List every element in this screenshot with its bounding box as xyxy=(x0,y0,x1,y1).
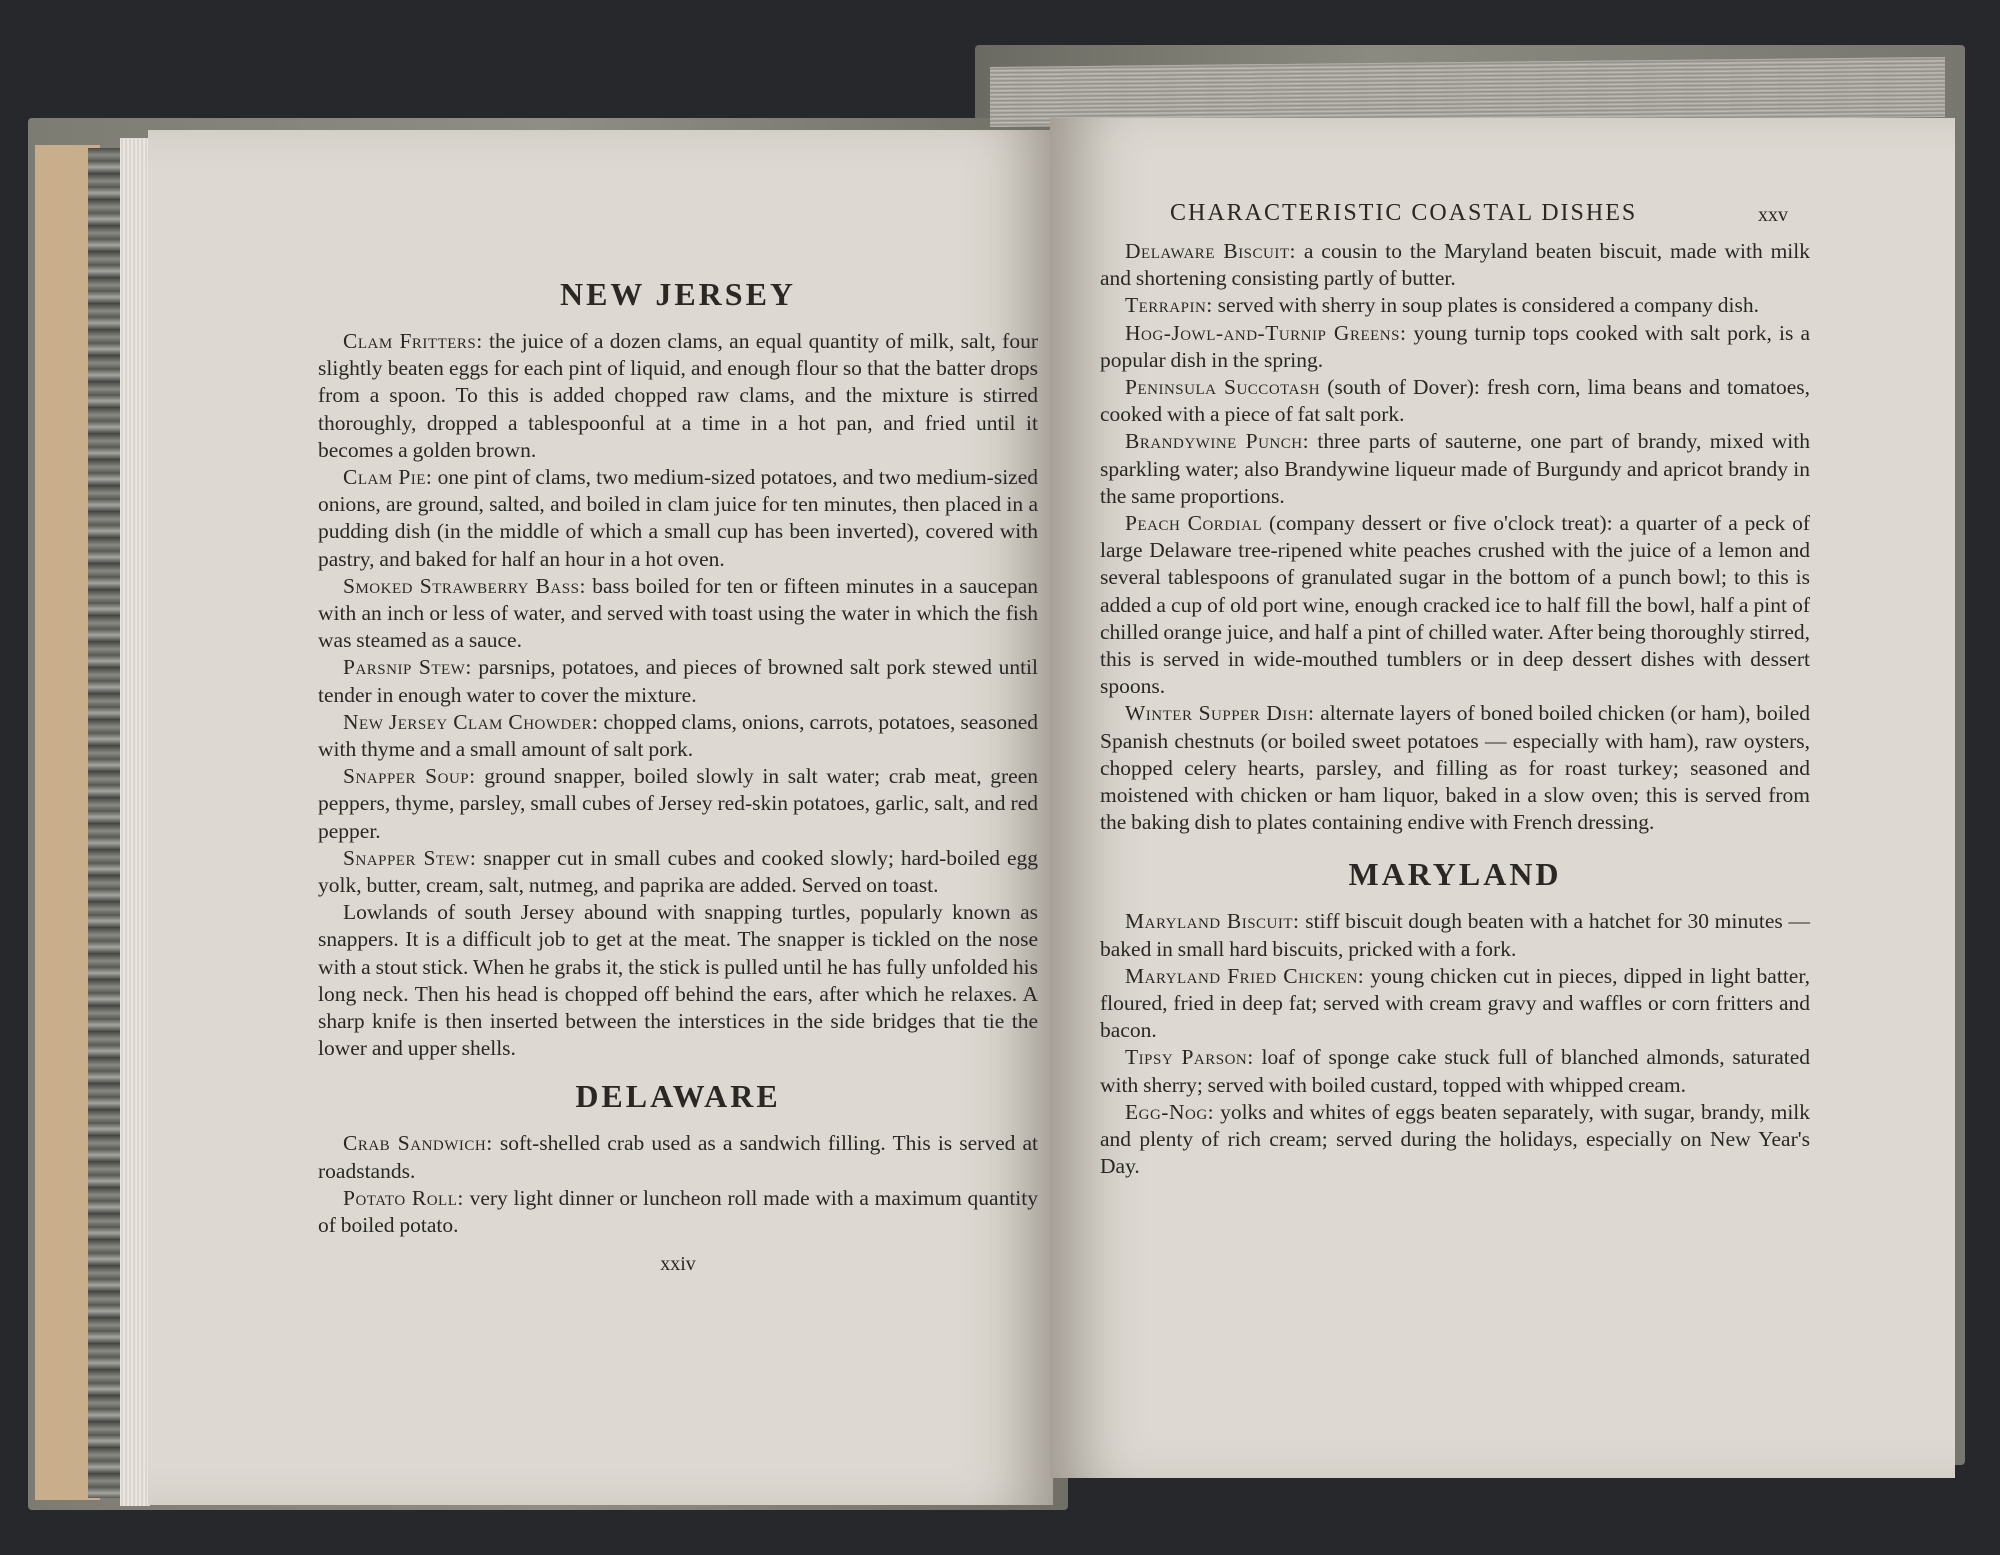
dish-description: (company dessert or five o'clock treat): a quarter of a peck of large Delaware tree-ripened white peaches crushed with the juice of a lemon and several tablespoons of granulated sugar in the bottom of a punch bowl; to this is added a cup of old port wine, enough cracked ice to half fill the bowl, half a pint of chilled orange juice, and half a pint of chilled water. After being thoroughly stirred, this is served in wide-mouthed tumblers or in deep dessert dishes with dessert spoons. xyxy=(1100,511,1811,699)
dish-name: Parsnip Stew: xyxy=(343,655,472,680)
dish-entry xyxy=(318,573,1038,655)
dish-name: Brandywine Punch: xyxy=(1125,429,1310,454)
dish-entry xyxy=(1100,510,1810,700)
dish-description: served with sherry in soup plates is considered a company dish. xyxy=(1217,293,1759,318)
dish-entry xyxy=(318,1185,1038,1239)
page-edges-top xyxy=(990,57,1945,127)
dish-name: Smoked Strawberry Bass: xyxy=(343,573,586,598)
dish-description: parsnips, potatoes, and pieces of browned salt pork stewed until tender in enough water to cover the mixture. xyxy=(318,655,1038,707)
dish-entry xyxy=(318,464,1038,573)
dish-name: Snapper Stew: xyxy=(343,845,477,870)
running-head: CHARACTERISTIC COASTAL DISHES xyxy=(1170,200,1638,226)
dish-entry xyxy=(1100,374,1810,428)
dish-name: Delaware Biscuit: xyxy=(1125,239,1296,263)
dish-description: stiff biscuit dough beaten with a hatchet for 30 minutes — baked in small hard biscuits, pricked with a fork. xyxy=(1100,909,1810,961)
dish-name: Peach Cordial xyxy=(1125,511,1263,536)
page-number: xxiv xyxy=(660,1253,696,1276)
dish-name: Terrapin: xyxy=(1125,293,1213,318)
dish-description: very light dinner or luncheon roll made with a maximum quantity of boiled potato. xyxy=(318,1185,1038,1238)
dish-entry xyxy=(1100,700,1810,836)
paragraph xyxy=(318,899,1038,1062)
dish-name: Hog-Jowl-and-Turnip Greens: xyxy=(1125,320,1407,345)
page-edges-left xyxy=(120,138,150,1506)
dish-name: Winter Supper Dish: xyxy=(1125,701,1315,726)
dish-entry xyxy=(318,328,1038,464)
dish-name: Tipsy Parson: xyxy=(1125,1045,1254,1070)
dish-description: one pint of clams, two medium-sized potatoes, and two medium-sized onions, are ground, salted, and boiled in clam juice for ten minutes, then placed in a pudding dish (in the middle of which a small cup has been inverted), covered with pastry, and baked for half an hour in a hot oven. xyxy=(318,465,1039,571)
dish-name: Snapper Soup: xyxy=(343,764,476,789)
dish-description: a cousin to the Maryland beaten biscuit, made with milk and shortening consisting partly of butter. xyxy=(1100,239,1810,291)
dish-description: alternate layers of boned boiled chicken (or ham), boiled Spanish chestnuts (or boiled sweet potatoes — especially with ham), raw oysters, chopped celery hearts, parsley, and filling as for roast turkey; seasoned and moistened with chicken or ham liquor, baked in a slow oven; this is served from the baking dish to plates containing endive with French dressing. xyxy=(1100,701,1811,835)
dish-name: Clam Fritters: xyxy=(343,329,483,353)
page-number: xxv xyxy=(1758,204,1788,226)
dish-description: soft-shelled crab used as a sandwich filling. This is served at roadstands. xyxy=(318,1131,1038,1183)
paragraph-text: Lowlands of south Jersey abound with snapping turtles, popularly known as snappers. It is a difficult job to get at the meat. The snapper is tickled on the nose with a stout stick. When he grabs it, the stick is pulled until he has fully unfolded his long neck. Then his head is chopped off behind the ears, after which he relaxes. A sharp knife is then inserted between the interstices in the side bridges that tie the lower and upper shells. xyxy=(318,900,1038,1061)
dish-description: young turnip tops cooked with salt pork, is a popular dish in the spring. xyxy=(1100,320,1810,372)
photo-plate-edge xyxy=(88,148,124,1498)
dish-entry xyxy=(1100,1099,1810,1181)
dish-name: Potato Roll: xyxy=(343,1185,464,1210)
dish-entry xyxy=(1100,238,1810,292)
dish-entry xyxy=(318,763,1038,845)
dish-entry xyxy=(1100,908,1810,962)
dish-entry xyxy=(318,845,1038,899)
dish-description: loaf of sponge cake stuck full of blanched almonds, saturated with sherry; served with boiled custard, topped with whipped cream. xyxy=(1100,1045,1811,1097)
dish-description: three parts of sauterne, one part of brandy, mixed with sparkling water; also Brandywine liqueur made of Burgundy and apricot brandy in the same proportions. xyxy=(1100,429,1810,508)
section-title: DELAWARE xyxy=(575,1078,781,1115)
dish-description: (south of Dover): fresh corn, lima beans and tomatoes, cooked with a piece of fat salt pork. xyxy=(1100,375,1810,427)
dish-name: Maryland Fried Chicken: xyxy=(1125,963,1365,988)
dish-description: chopped clams, onions, carrots, potatoes, seasoned with thyme and a small amount of salt pork. xyxy=(318,709,1039,762)
dish-name: Maryland Biscuit: xyxy=(1125,909,1300,934)
dish-description: ground snapper, boiled slowly in salt water; crab meat, green peppers, thyme, parsley, small cubes of Jersey red-skin potatoes, garlic, salt, and red pepper. xyxy=(318,764,1039,843)
dish-name: Peninsula Succotash xyxy=(1125,375,1321,400)
section-title: NEW JERSEY xyxy=(559,276,797,312)
dish-entry xyxy=(1100,320,1810,374)
dish-entry xyxy=(1100,292,1810,319)
dish-entry xyxy=(1100,963,1810,1045)
dish-entry xyxy=(318,654,1038,708)
section-title: MARYLAND xyxy=(1348,856,1562,893)
left-page-text xyxy=(318,270,1038,1279)
dish-name: New Jersey Clam Chowder: xyxy=(343,709,599,734)
dish-description: yolks and whites of eggs beaten separately, with sugar, brandy, milk and plenty of rich cream; served during the holidays, especially on New Year's Day. xyxy=(1100,1099,1811,1179)
dish-name: Clam Pie: xyxy=(343,465,433,490)
dish-name: Egg-Nog: xyxy=(1125,1099,1215,1124)
dish-description: young chicken cut in pieces, dipped in light batter, floured, fried in deep fat; served with cream gravy and waffles or corn fritters and bacon. xyxy=(1100,963,1811,1043)
dish-entry xyxy=(318,1130,1038,1184)
dish-description: snapper cut in small cubes and cooked slowly; hard-boiled egg yolk, butter, cream, salt, nutmeg, and paprika are added. Served on toast. xyxy=(318,845,1038,898)
dish-entry xyxy=(1100,428,1810,510)
dish-name: Crab Sandwich: xyxy=(343,1131,493,1156)
dish-entry xyxy=(318,709,1038,763)
dish-entry xyxy=(1100,1044,1810,1098)
dish-description: bass boiled for ten or fifteen minutes in a saucepan with an inch or less of water, and served with toast using the water in which the fish was steamed as a sauce. xyxy=(318,573,1039,653)
right-page xyxy=(1050,118,1955,1478)
dish-description: the juice of a dozen clams, an equal quantity of milk, salt, four slightly beaten eggs for each pint of liquid, and enough flour so that the batter drops from a spoon. To this is added chopped raw clams, and the mixture is stirred thoroughly, dropped a tablespoonful at a time in a hot pan, and fried until it becomes a golden brown. xyxy=(318,329,1038,462)
left-page xyxy=(148,130,1053,1505)
right-page-text xyxy=(1100,238,1810,1181)
